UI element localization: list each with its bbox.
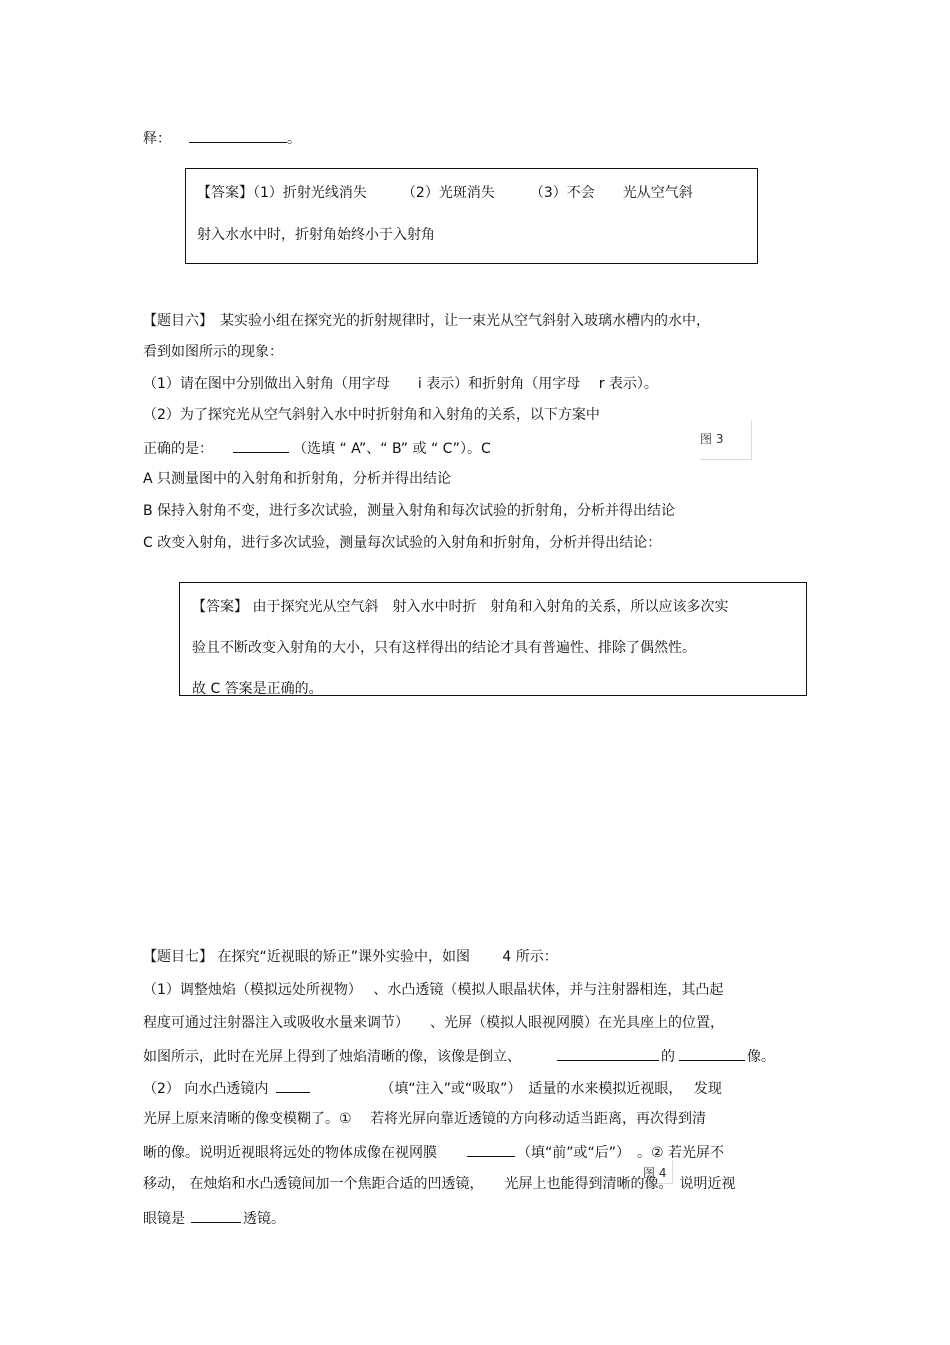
q6-line5 (143, 438, 491, 458)
q6-answer-blank (233, 438, 289, 453)
answer6-line2: 验且不断改变入射角的大小，只有这样得出的结论才具有普遍性、排除了偶然性。 (192, 640, 696, 656)
figure-4-label: 图 4 (643, 1166, 667, 1180)
answer6-line1: 【答案】 由于探究光从空气斜 射入水中时折 射角和入射角的关系，所以应该多次实 (192, 599, 729, 615)
q6-option-b: B 保持入射角不变，进行多次试验，测量入射角和每次试验的折射角，分析并得出结论 (143, 503, 676, 519)
q6-option-a: A 只测量图中的入射角和折射角，分析并得出结论 (143, 471, 452, 487)
q6-line4: （2）为了探究光从空气斜射入水中时折射角和入射角的关系，以下方案中 (143, 407, 600, 423)
answer-box-5 (185, 168, 758, 264)
q7-line4-de: 的 (661, 1049, 675, 1065)
q7-line9-text: 眼镜是 (143, 1211, 185, 1227)
q7-line7-rest: （填“前”或“后”） 。② 若光屏不 (517, 1145, 725, 1161)
q6-line5-prefix: 正确的是： (143, 441, 213, 457)
q7-blank-5 (191, 1208, 241, 1223)
q7-blank-4 (467, 1142, 515, 1157)
q7-line1: 【题目七】 在探究“近视眼的矫正”课外实验中，如图 4 所示： (143, 949, 558, 965)
q7-line9 (143, 1208, 285, 1228)
q7-line2: （1）调整烛焰（模拟远处所视物） 、水凸透镜（模拟人眼晶状体，并与注射器相连，其凸起 (143, 982, 724, 998)
q6-option-c: C 改变入射角，进行多次试验，测量每次试验的入射角和折射角，分析并得出结论： (143, 535, 662, 551)
q7-blank-1 (557, 1046, 659, 1061)
tail-suffix: 。 (287, 131, 301, 147)
q6-line3: （1）请在图中分别做出入射角（用字母 i 表示）和折射角（用字母 r 表示）。 (143, 376, 658, 392)
q7-line4-text: 如图所示，此时在光屏上得到了烛焰清晰的像，该像是倒立、 (143, 1049, 521, 1065)
q6-line1: 【题目六】 某实验小组在探究光的折射规律时，让一束光从空气斜射入玻璃水槽内的水中， (143, 313, 710, 329)
answer5-line1: 【答案】（1）折射光线消失 （2）光斑消失 （3）不会 光从空气斜 (197, 185, 693, 201)
prev-question-tail (143, 128, 301, 148)
q7-line7 (143, 1142, 724, 1162)
figure-3-placeholder (700, 420, 752, 460)
q7-line3: 程度可通过注射器注入或吸收水量来调节） 、光屏（模拟人眼视网膜）在光具座上的位置， (143, 1015, 724, 1031)
q7-line9-end: 透镜。 (243, 1211, 285, 1227)
q7-line5-rest: （填“注入”或“吸取”） 适量的水来模拟近视眼， 发现 (380, 1081, 722, 1097)
q7-line6: 光屏上原来清晰的像变模糊了。① 若将光屏向靠近透镜的方向移动适当距离，再次得到清 (143, 1111, 706, 1127)
q7-blank-3 (276, 1078, 310, 1093)
answer5-line2: 射入水水中时，折射角始终小于入射角 (197, 227, 435, 243)
tail-prefix: 释： (143, 131, 171, 147)
q7-line7-text: 晰的像。说明近视眼将远处的物体成像在视网膜 (143, 1145, 437, 1161)
answer-blank (189, 128, 287, 143)
answer6-line3: 故 C 答案是正确的。 (192, 681, 323, 697)
q7-blank-2 (679, 1046, 745, 1061)
figure-3-label: 图 3 (700, 432, 724, 446)
q7-line5-text: （2） 向水凸透镜内 (143, 1081, 269, 1097)
q7-line5 (143, 1078, 722, 1098)
q6-line5-suffix: （选填 “ A”、“ B” 或 “ C”）。C (293, 441, 491, 457)
q7-line4-end: 像。 (747, 1049, 775, 1065)
q7-line4 (143, 1046, 775, 1066)
q6-line2: 看到如图所示的现象： (143, 344, 283, 360)
q7-line8: 移动， 在烛焰和水凸透镜间加一个焦距合适的凹透镜， 光屏上也能得到清晰的像。 说明近视 (143, 1176, 736, 1192)
